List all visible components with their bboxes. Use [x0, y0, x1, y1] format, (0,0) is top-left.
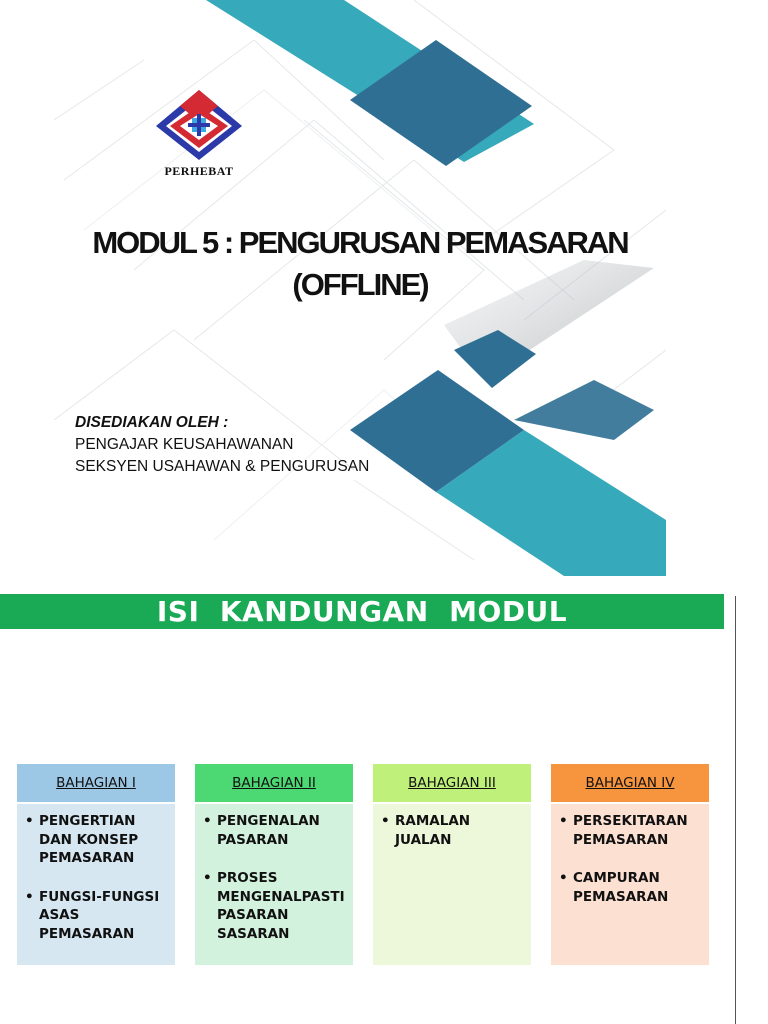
perhebat-logo: [154, 88, 244, 179]
slide-edge-line: [735, 596, 736, 1024]
title-line-1: MODUL 5 : PENGURUSAN PEMASARAN: [92, 225, 628, 260]
list-item: • PENGERTIAN DAN KONSEP PEMASARAN: [25, 813, 139, 866]
section-body: [373, 804, 531, 965]
title-line-2: (OFFLINE): [292, 267, 428, 302]
prepared-by-label: DISEDIAKAN OLEH :: [75, 414, 229, 431]
section-body: [551, 804, 709, 965]
logo-text: PERHEBAT: [164, 164, 234, 178]
contents-banner: [0, 594, 724, 629]
slide-title: [54, 222, 666, 306]
section-column-3: [373, 764, 531, 965]
section-heading: BAHAGIAN II: [195, 764, 353, 802]
contents-banner-title: ISI KANDUNGAN MODUL: [156, 595, 568, 628]
bullet-icon: •: [25, 888, 34, 905]
author-block: [75, 412, 369, 478]
bullet-icon: •: [203, 870, 212, 886]
cover-slide: [54, 0, 666, 576]
bullet-icon: •: [203, 813, 212, 829]
bottom-blue-corner: [514, 380, 654, 440]
list-item: • PERSEKITARAN PEMASARAN: [559, 813, 688, 848]
section-column-4: [551, 764, 709, 965]
section-body: [17, 804, 175, 965]
bullet-icon: •: [559, 870, 568, 886]
section-body: [195, 804, 353, 965]
author-line-1: PENGAJAR KEUSAHAWANAN: [75, 436, 294, 453]
author-line-2: SEKSYEN USAHAWAN & PENGURUSAN: [75, 458, 370, 475]
list-item: • RAMALAN JUALAN: [381, 813, 471, 848]
perhebat-emblem: [154, 88, 244, 160]
section-column-1: [17, 764, 175, 965]
bullet-icon: •: [25, 813, 34, 829]
list-item: • PROSES MENGENALPASTI PASARAN SASARAN: [203, 870, 345, 942]
section-heading: BAHAGIAN III: [373, 764, 531, 802]
bullet-icon: •: [381, 813, 390, 829]
section-heading: BAHAGIAN IV: [551, 764, 709, 802]
section-column-2: [195, 764, 353, 965]
list-item: • FUNGSI-FUNGSI ASAS PEMASARAN: [25, 888, 160, 942]
section-heading: BAHAGIAN I: [17, 764, 175, 802]
list-item: • CAMPURAN PEMASARAN: [559, 870, 669, 905]
list-item: • PENGENALAN PASARAN: [203, 813, 320, 848]
bullet-icon: •: [559, 813, 568, 829]
